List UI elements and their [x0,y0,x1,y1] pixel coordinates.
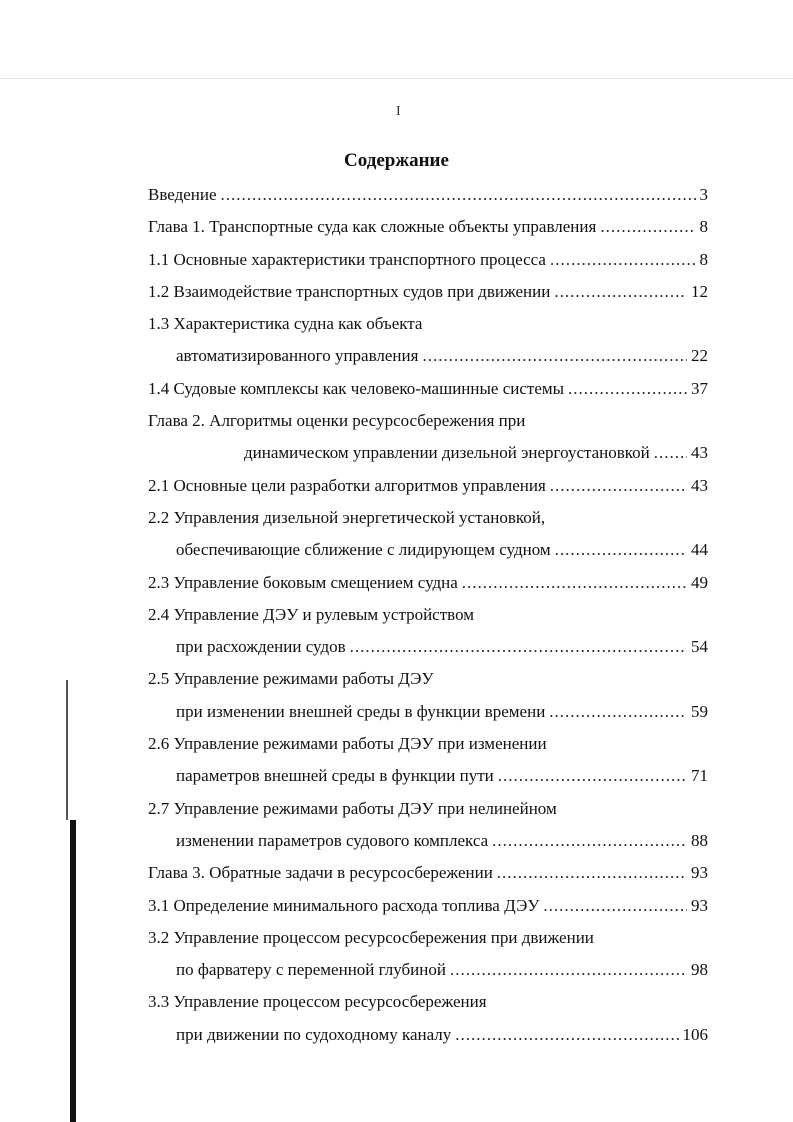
toc-line [148,895,708,927]
toc-line [148,765,708,797]
toc-entry-text: при расхождении судов [176,637,346,657]
toc-entry-text: 2.6 Управление режимами работы ДЭУ при изменении [148,734,547,754]
toc-entry [148,668,708,733]
toc-dot-leader [654,442,687,464]
toc-dot-leader [555,539,687,561]
toc-entry-text: 2.3 Управление боковым смещением судна [148,572,458,592]
toc-dot-leader [450,959,687,981]
toc-line [148,249,708,281]
toc-line [148,216,708,248]
toc-line [148,830,708,862]
toc-entry-text: Глава 1. Транспортные суда как сложные объекты управления [148,217,597,237]
toc-page-number: 54 [691,637,708,657]
toc-entry [148,184,708,216]
toc-line [148,1024,708,1056]
toc-line [148,378,708,410]
toc-entry-text: 3.2 Управление процессом ресурсосбережения при движении [148,927,594,947]
page-number: I [396,104,401,119]
toc-line [148,959,708,991]
toc-entry [148,927,708,992]
toc-page-number: 37 [691,378,708,398]
toc-entry-text: 1.4 Судовые комплексы как человеко-машинные системы [148,378,565,398]
toc-page-number: 8 [699,249,708,269]
page-title: Содержание [344,150,449,171]
toc-entry [148,410,708,475]
toc-dot-leader [497,862,687,884]
toc-entry-text: 1.2 Взаимодействие транспортных судов при движении [148,281,551,301]
toc-page-number: 98 [691,960,708,980]
toc-entry-text: 2.1 Основные цели разработки алгоритмов управления [148,475,546,495]
toc-entry-text: 1.1 Основные характеристики транспортного процесса [148,249,546,269]
toc-dot-leader [498,765,687,787]
toc-entry-text: по фарватеру с переменной глубиной [176,960,446,980]
toc-page-number: 106 [682,1024,708,1044]
toc-entry [148,281,708,313]
toc-dot-leader [550,475,687,497]
toc-line [148,475,708,507]
toc-line [148,281,708,313]
toc-dot-leader [554,281,687,303]
toc-entry [148,572,708,604]
toc-dot-leader [543,895,687,917]
toc-entry [148,798,708,863]
toc-entry-text: Глава 3. Обратные задачи в ресурсосбережении [148,863,493,883]
toc-page-number: 93 [691,863,708,883]
toc-line [148,798,708,830]
toc-entry-text: параметров внешней среды в функции пути [176,766,494,786]
toc-page-number: 44 [691,540,708,560]
toc-entry-text: 2.7 Управление режимами работы ДЭУ при нелинейном [148,798,557,818]
toc-entry-text: 1.3 Характеристика судна как объекта [148,314,423,334]
toc-line [148,927,708,959]
toc-page-number: 8 [699,217,708,237]
toc-page-number: 12 [691,281,708,301]
toc-entry-text: 2.5 Управление режимами работы ДЭУ [148,669,434,689]
toc-entry [148,249,708,281]
toc-page-number: 49 [691,572,708,592]
toc-entry-text: динамическом управлении дизельной энергоустановкой [244,443,650,463]
toc-entry-text: 3.1 Определение минимального расхода топлива ДЭУ [148,895,540,915]
toc-page-number: 43 [691,443,708,463]
toc-entry-text: при движении по судоходному каналу [176,1024,452,1044]
toc-dot-leader [221,184,696,206]
toc-line [148,184,708,216]
toc-line [148,604,708,636]
toc-line [148,862,708,894]
toc-line [148,572,708,604]
scan-binding-shadow [66,680,68,820]
toc-entry [148,895,708,927]
toc-line [148,636,708,668]
toc-entry [148,991,708,1056]
toc-page-number: 59 [691,701,708,721]
toc-entry [148,313,708,378]
toc-dot-leader [422,345,687,367]
toc-entry [148,604,708,669]
toc-dot-leader [549,701,687,723]
toc-dot-leader [568,378,687,400]
scan-edge-line [0,78,793,79]
toc-line [148,507,708,539]
toc-entry-text: автоматизированного управления [176,346,419,366]
toc-line [148,733,708,765]
toc-line [148,991,708,1023]
toc-page-number: 88 [691,830,708,850]
toc-line [148,442,708,474]
scan-binding-bar [70,820,76,1122]
toc-line [148,410,708,442]
toc-dot-leader [350,636,687,658]
toc-entry-text: 2.2 Управления дизельной энергетической установкой, [148,507,546,527]
toc-page-number: 43 [691,475,708,495]
toc-entry-text: 2.4 Управление ДЭУ и рулевым устройством [148,604,474,624]
toc-dot-leader [462,572,687,594]
toc-entry [148,216,708,248]
toc-page-number: 71 [691,766,708,786]
toc-entry-text: Введение [148,185,217,204]
toc-entry-text: при изменении внешней среды в функции времени [176,701,546,721]
toc-page-number: 3 [699,185,708,204]
toc-entry [148,733,708,798]
toc-dot-leader [550,249,696,271]
toc-entry-text: обеспечивающие сближение с лидирующем судном [176,540,551,560]
toc-dot-leader [600,216,695,238]
toc-page-number: 22 [691,346,708,366]
toc-entry [148,378,708,410]
table-of-contents [148,184,708,1056]
toc-entry-text: Глава 2. Алгоритмы оценки ресурсосбережения при [148,411,526,431]
toc-dot-leader [492,830,687,852]
toc-entry [148,862,708,894]
toc-dot-leader [455,1024,678,1046]
toc-entry-text: 3.3 Управление процессом ресурсосбережения [148,992,487,1012]
toc-line [148,539,708,571]
toc-entry [148,475,708,507]
toc-line [148,701,708,733]
toc-entry-text: изменении параметров судового комплекса [176,830,489,850]
toc-page-number: 93 [691,895,708,915]
toc-line [148,345,708,377]
toc-entry [148,507,708,572]
toc-line [148,668,708,700]
toc-line [148,313,708,345]
